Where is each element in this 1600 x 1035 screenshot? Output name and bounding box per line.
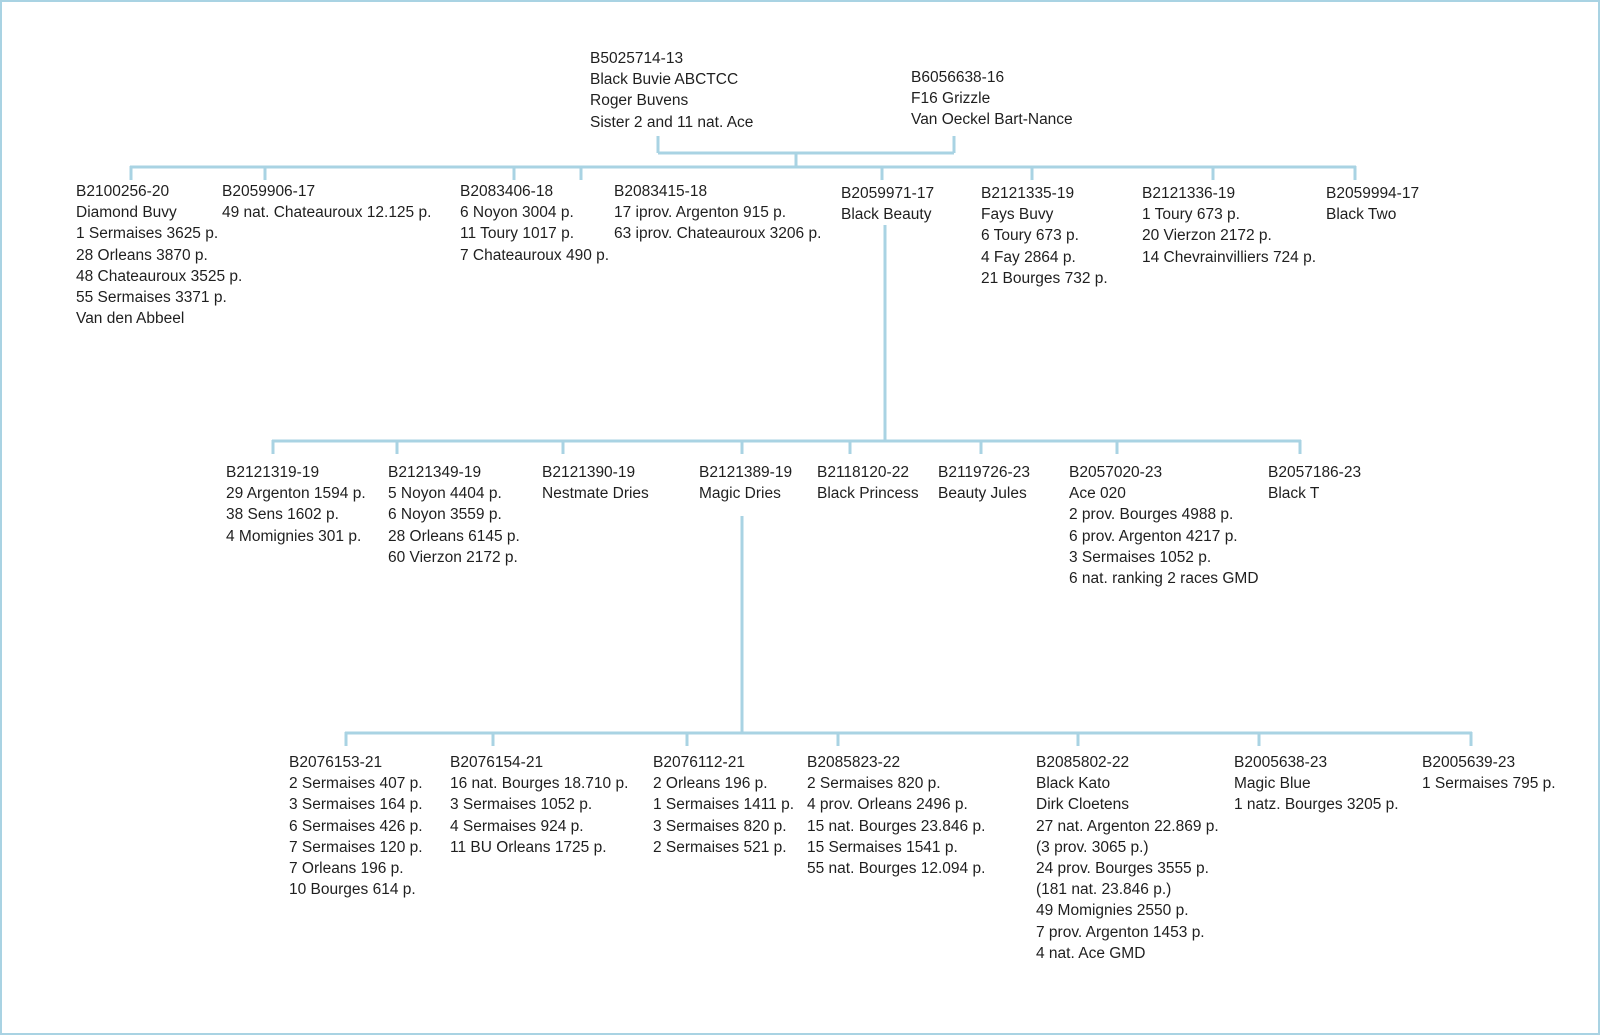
node-line: Van den Abbeel (76, 310, 185, 328)
node-line: 7 Chateauroux 490 p. (460, 246, 610, 264)
node-line: Beauty Jules (938, 485, 1027, 503)
node-line: Black Princess (817, 485, 919, 503)
ring-number: B2059994-17 (1326, 185, 1420, 202)
node-line: 2 Orleans 196 p. (653, 775, 768, 793)
grandchild-node (817, 462, 919, 504)
ring-number: B2085823-22 (807, 754, 901, 771)
node-line: 1 Toury 673 p. (1142, 206, 1240, 224)
node-line: (181 nat. 23.846 p.) (1036, 881, 1172, 899)
child-node (1326, 183, 1419, 225)
node-line: 20 Vierzon 2172 p. (1142, 227, 1272, 245)
grandchild-node (226, 462, 366, 547)
ring-number: B2121390-19 (542, 464, 636, 481)
node-line: 1 Sermaises 795 p. (1422, 775, 1556, 793)
node-line: 2 Sermaises 521 p. (653, 838, 787, 856)
node-line: 7 prov. Argenton 1453 p. (1036, 923, 1205, 941)
node-line: 2 Sermaises 820 p. (807, 775, 941, 793)
node-line: 49 nat. Chateauroux 12.125 p. (222, 204, 432, 222)
great-grandchild-node (289, 752, 423, 900)
node-line: Black Kato (1036, 775, 1111, 793)
node-line: 24 prov. Bourges 3555 p. (1036, 860, 1209, 878)
node-line: Magic Dries (699, 485, 781, 503)
ring-number: B2118120-22 (817, 464, 909, 481)
node-line: 3 Sermaises 164 p. (289, 796, 423, 814)
ring-number: B2100256-20 (76, 183, 170, 200)
node-line: Roger Buvens (590, 92, 689, 110)
node-line: 3 Sermaises 1052 p. (450, 796, 593, 814)
child-node (614, 181, 821, 245)
node-line: 49 Momignies 2550 p. (1036, 902, 1189, 920)
ring-number: B2119726-23 (938, 464, 1030, 481)
node-line: 11 BU Orleans 1725 p. (450, 838, 607, 856)
child-node (460, 181, 609, 266)
child-node (76, 181, 242, 329)
sire-node (590, 48, 753, 133)
ring-number: B2121336-19 (1142, 185, 1236, 202)
node-line: Black T (1268, 485, 1320, 503)
node-line: 1 Sermaises 3625 p. (76, 225, 219, 243)
node-line: Dirk Cloetens (1036, 796, 1130, 814)
node-line: 10 Bourges 614 p. (289, 881, 416, 899)
ring-number: B2121389-19 (699, 464, 793, 481)
node-line: Black Two (1326, 206, 1397, 224)
node-line: 4 Fay 2864 p. (981, 248, 1076, 266)
node-line: 4 Momignies 301 p. (226, 527, 362, 545)
node-line: 28 Orleans 6145 p. (388, 527, 520, 545)
child-node (1142, 183, 1316, 268)
node-line: 4 Sermaises 924 p. (450, 817, 584, 835)
node-line: 4 prov. Orleans 2496 p. (807, 796, 968, 814)
ring-number: B2083415-18 (614, 183, 708, 200)
grandchild-node (542, 462, 649, 504)
node-line: 3 Sermaises 820 p. (653, 817, 787, 835)
grandchild-node (388, 462, 520, 568)
node-line: Magic Blue (1234, 775, 1311, 793)
great-grandchild-node (807, 752, 985, 879)
node-line: 5 Noyon 4404 p. (388, 485, 502, 503)
node-line: Diamond Buvy (76, 204, 177, 222)
ring-number: B2059906-17 (222, 183, 316, 200)
node-line: (3 prov. 3065 p.) (1036, 838, 1149, 856)
node-line: 6 nat. ranking 2 races GMD (1069, 570, 1259, 588)
node-line: Fays Buvy (981, 206, 1054, 224)
grandchild-node (1268, 462, 1361, 504)
node-line: 11 Toury 1017 p. (460, 225, 575, 243)
grandchild-node (938, 462, 1030, 504)
node-line: 6 Sermaises 426 p. (289, 817, 423, 835)
node-line: 15 nat. Bourges 23.846 p. (807, 817, 986, 835)
ring-number: B2121335-19 (981, 185, 1075, 202)
node-line: 16 nat. Bourges 18.710 p. (450, 775, 629, 793)
node-line: 7 Orleans 196 p. (289, 860, 404, 878)
node-line: 7 Sermaises 120 p. (289, 838, 423, 856)
node-line: 6 Noyon 3004 p. (460, 204, 574, 222)
ring-number: B2076154-21 (450, 754, 544, 771)
node-line: F16 Grizzle (911, 90, 991, 108)
node-line: Nestmate Dries (542, 485, 649, 503)
node-line: 6 prov. Argenton 4217 p. (1069, 527, 1238, 545)
ring-number: B2085802-22 (1036, 754, 1130, 771)
node-line: 1 natz. Bourges 3205 p. (1234, 796, 1399, 814)
ring-number: B2057020-23 (1069, 464, 1163, 481)
ring-number: B6056638-16 (911, 69, 1005, 86)
grandchild-node (1069, 462, 1259, 589)
ring-number: B2121349-19 (388, 464, 482, 481)
great-grandchild-node (1036, 752, 1219, 964)
node-line: 3 Sermaises 1052 p. (1069, 548, 1212, 566)
node-line: 29 Argenton 1594 p. (226, 485, 366, 503)
node-line: Ace 020 (1069, 485, 1126, 503)
ring-number: B2121319-19 (226, 464, 320, 481)
node-line: 60 Vierzon 2172 p. (388, 548, 518, 566)
node-line: 6 Toury 673 p. (981, 227, 1079, 245)
node-line: 48 Chateauroux 3525 p. (76, 267, 243, 285)
node-line: 1 Sermaises 1411 p. (653, 796, 795, 814)
node-line: Sister 2 and 11 nat. Ace (590, 113, 754, 131)
ring-number: B5025714-13 (590, 50, 684, 67)
node-line: 17 iprov. Argenton 915 p. (614, 204, 787, 222)
node-line: 2 Sermaises 407 p. (289, 775, 423, 793)
node-line: 55 nat. Bourges 12.094 p. (807, 860, 986, 878)
node-line: 21 Bourges 732 p. (981, 269, 1108, 287)
node-line: 15 Sermaises 1541 p. (807, 838, 958, 856)
ring-number: B2005638-23 (1234, 754, 1328, 771)
node-line: 4 nat. Ace GMD (1036, 944, 1146, 962)
ring-number: B2083406-18 (460, 183, 554, 200)
great-grandchild-node (1422, 752, 1556, 794)
ring-number: B2076153-21 (289, 754, 383, 771)
child-node (222, 181, 431, 223)
node-line: 38 Sens 1602 p. (226, 506, 339, 524)
dam-node (911, 67, 1073, 131)
ring-number: B2059971-17 (841, 185, 935, 202)
node-line: Black Buvie ABCTCC (590, 71, 739, 89)
ring-number: B2057186-23 (1268, 464, 1362, 481)
ring-number: B2076112-21 (653, 754, 745, 771)
node-line: Black Beauty (841, 206, 932, 224)
node-line: 55 Sermaises 3371 p. (76, 289, 227, 307)
great-grandchild-node (653, 752, 794, 858)
grandchild-node (699, 462, 792, 504)
child-node (841, 183, 934, 225)
ring-number: B2005639-23 (1422, 754, 1516, 771)
node-line: 2 prov. Bourges 4988 p. (1069, 506, 1234, 524)
child-node (981, 183, 1108, 289)
node-line: Van Oeckel Bart-Nance (911, 111, 1073, 129)
node-line: 27 nat. Argenton 22.869 p. (1036, 817, 1219, 835)
node-line: 28 Orleans 3870 p. (76, 246, 208, 264)
great-grandchild-node (1234, 752, 1399, 816)
node-line: 63 iprov. Chateauroux 3206 p. (614, 225, 822, 243)
great-grandchild-node (450, 752, 628, 858)
node-line: 6 Noyon 3559 p. (388, 506, 502, 524)
node-line: 14 Chevrainvilliers 724 p. (1142, 248, 1317, 266)
